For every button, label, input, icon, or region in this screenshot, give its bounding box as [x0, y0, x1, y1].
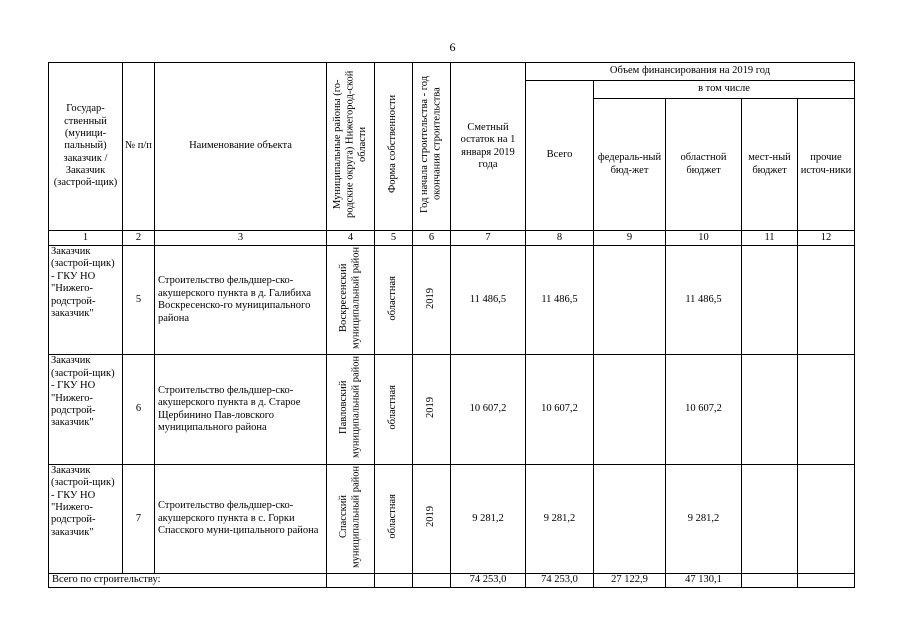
col-num: 1 — [49, 231, 123, 246]
row-regional: 10 607,2 — [666, 355, 742, 464]
row-customer: Заказчик (застрой-щик) - ГКУ НО "Нижего-родстрой-заказчик" — [49, 246, 123, 355]
header-other: прочие источ-ники — [798, 99, 855, 231]
header-regional: областной бюджет — [666, 99, 742, 231]
row-object-name: Строительство фельдшер-ско-акушерского пункта в д. Галибиха Воскресенско-го муниципального района — [155, 246, 327, 355]
totals-local — [742, 574, 798, 588]
row-no: 6 — [123, 355, 155, 464]
totals-remainder: 74 253,0 — [451, 574, 526, 588]
row-federal — [594, 355, 666, 464]
row-year: 2019 — [425, 396, 437, 418]
col-num: 9 — [594, 231, 666, 246]
row-regional: 9 281,2 — [666, 464, 742, 573]
header-federal: федераль-ный бюд-жет — [594, 99, 666, 231]
page-number: 6 — [449, 40, 456, 54]
row-local — [742, 246, 798, 355]
row-total: 10 607,2 — [526, 355, 594, 464]
row-other — [798, 246, 855, 355]
row-other — [798, 355, 855, 464]
row-no: 7 — [123, 464, 155, 573]
totals-row — [49, 574, 855, 588]
totals-other — [798, 574, 855, 588]
row-ownership: областная — [387, 275, 399, 321]
header-customer: Государ-ственный (муници-пальный) заказчик / Заказчик (застрой-щик) — [49, 63, 123, 231]
header-years: Год начала строительства - год окончания строительства — [419, 75, 443, 213]
row-federal — [594, 246, 666, 355]
totals-regional: 47 130,1 — [666, 574, 742, 588]
row-customer: Заказчик (застрой-щик) - ГКУ НО "Нижего-родстрой-заказчик" — [49, 464, 123, 573]
row-district: Воскресенский муниципальный район — [338, 246, 362, 350]
header-remainder: Сметный остаток на 1 января 2019 года — [451, 63, 526, 231]
header-district: Муниципальные районы (го-родские округа) Нижегород-ской области — [331, 70, 368, 219]
financing-table — [48, 62, 855, 588]
header-total: Всего — [526, 81, 594, 231]
header-object-name: Наименование объекта — [155, 63, 327, 231]
col-num: 6 — [413, 231, 451, 246]
row-federal — [594, 464, 666, 573]
row-district: Павловский муниципальный район — [338, 356, 362, 459]
row-district: Спасский муниципальный район — [338, 465, 362, 568]
header-ownership: Форма собственности — [387, 95, 399, 194]
header-no: № п/п — [123, 63, 155, 231]
table-row — [49, 355, 855, 464]
col-num: 4 — [327, 231, 375, 246]
row-total: 9 281,2 — [526, 464, 594, 573]
col-num: 8 — [526, 231, 594, 246]
row-ownership: областная — [387, 494, 399, 540]
column-number-row — [49, 231, 855, 246]
row-remainder: 10 607,2 — [451, 355, 526, 464]
col-num: 2 — [123, 231, 155, 246]
row-local — [742, 464, 798, 573]
row-other — [798, 464, 855, 573]
totals-total: 74 253,0 — [526, 574, 594, 588]
row-remainder: 9 281,2 — [451, 464, 526, 573]
row-year: 2019 — [425, 506, 437, 528]
row-remainder: 11 486,5 — [451, 246, 526, 355]
col-num: 12 — [798, 231, 855, 246]
col-num: 11 — [742, 231, 798, 246]
col-num: 7 — [451, 231, 526, 246]
header-funding: Объем финансирования на 2019 год — [526, 63, 855, 81]
table-row — [49, 464, 855, 573]
totals-federal: 27 122,9 — [594, 574, 666, 588]
table-row — [49, 246, 855, 355]
row-object-name: Строительство фельдшер-ско-акушерского пункта в д. Старое Щербинино Пав-ловского муниципального района — [155, 355, 327, 464]
row-regional: 11 486,5 — [666, 246, 742, 355]
row-total: 11 486,5 — [526, 246, 594, 355]
row-local — [742, 355, 798, 464]
col-num: 5 — [375, 231, 413, 246]
header-including: в том числе — [594, 81, 855, 99]
col-num: 10 — [666, 231, 742, 246]
row-no: 5 — [123, 246, 155, 355]
totals-label: Всего по строительству: — [49, 574, 327, 588]
row-year: 2019 — [425, 287, 437, 309]
row-customer: Заказчик (застрой-щик) - ГКУ НО "Нижего-родстрой-заказчик" — [49, 355, 123, 464]
row-ownership: областная — [387, 385, 399, 430]
row-object-name: Строительство фельдшер-ско-акушерского пункта в с. Горки Спасского муни-ципального района — [155, 464, 327, 573]
col-num: 3 — [155, 231, 327, 246]
header-local: мест-ный бюджет — [742, 99, 798, 231]
